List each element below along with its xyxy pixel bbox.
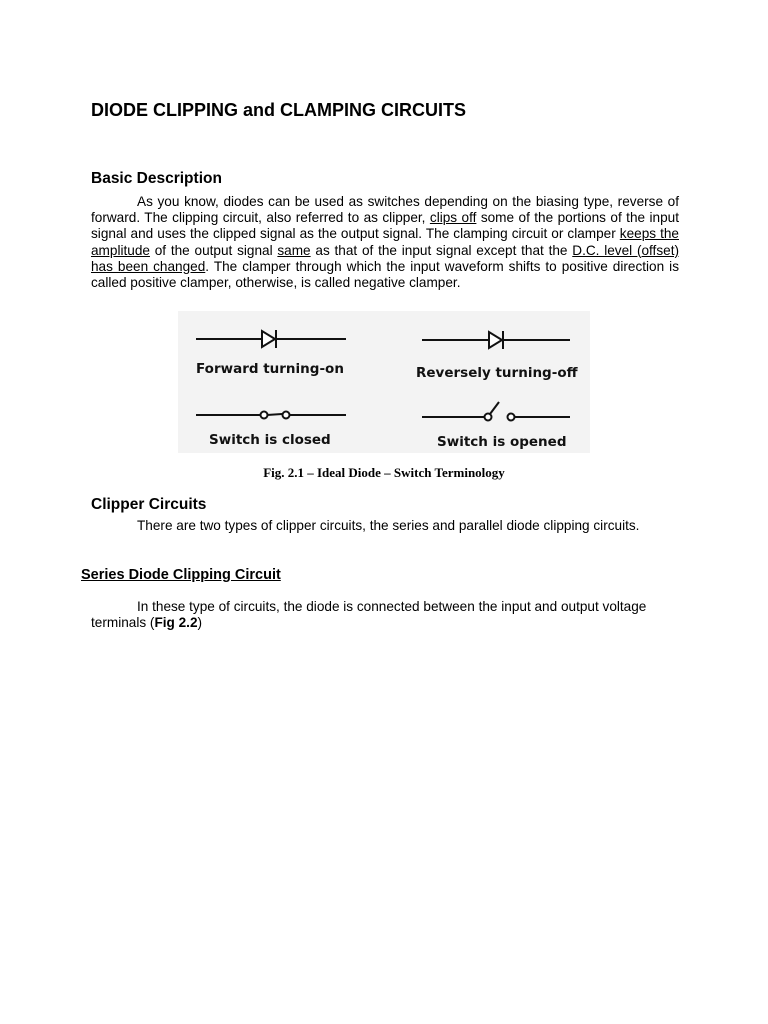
closed-switch-symbol — [196, 412, 346, 419]
clipper-circuits-heading: Clipper Circuits — [91, 496, 207, 513]
label-reversely-turning-off: Reversely turning-off — [416, 365, 578, 381]
forward-diode-symbol — [196, 330, 346, 348]
basic-description-paragraph: As you know, diodes can be used as switches depending on the biasing type, reverse of forward. The clipping circuit, also referred to as clipper, clips off some of the portions of the input signal and uses the clipped signal as the output signal. The clamping circuit or clamper keeps the amplitude of the output signal same as that of the input signal except that the D.C. level (offset) has been changed. The clamper through which the input waveform shifts to positive direction is called positive clamper, otherwise, is called negative clamper. — [91, 194, 679, 291]
page-title: DIODE CLIPPING and CLAMPING CIRCUITS — [91, 100, 467, 120]
underlined-dc-level: D.C. level (offset) has been changed — [91, 242, 679, 274]
underlined-keeps-amplitude: keeps the amplitude — [91, 226, 679, 258]
open-switch-symbol — [422, 402, 570, 421]
series-diode-clipping-heading: Series Diode Clipping Circuit — [81, 567, 281, 583]
underlined-clips-off: clips off — [429, 210, 477, 226]
label-switch-opened: Switch is opened — [437, 434, 567, 450]
diode-switch-figure — [178, 311, 590, 453]
label-forward-turning-on: Forward turning-on — [196, 361, 344, 377]
label-switch-closed: Switch is closed — [209, 432, 331, 448]
series-diode-paragraph: In these type of circuits, the diode is connected between the input and output voltage terminals (Fig 2.2) — [91, 599, 647, 631]
figure-caption: Fig. 2.1 – Ideal Diode – Switch Terminology — [263, 465, 505, 480]
clipper-circuits-paragraph: There are two types of clipper circuits, the series and parallel diode clipping circuits. — [137, 518, 640, 533]
reverse-diode-symbol — [422, 331, 570, 349]
underlined-same: same — [277, 242, 311, 258]
basic-description-heading: Basic Description — [91, 170, 222, 187]
fig-2-2-reference: Fig 2.2 — [154, 615, 198, 631]
